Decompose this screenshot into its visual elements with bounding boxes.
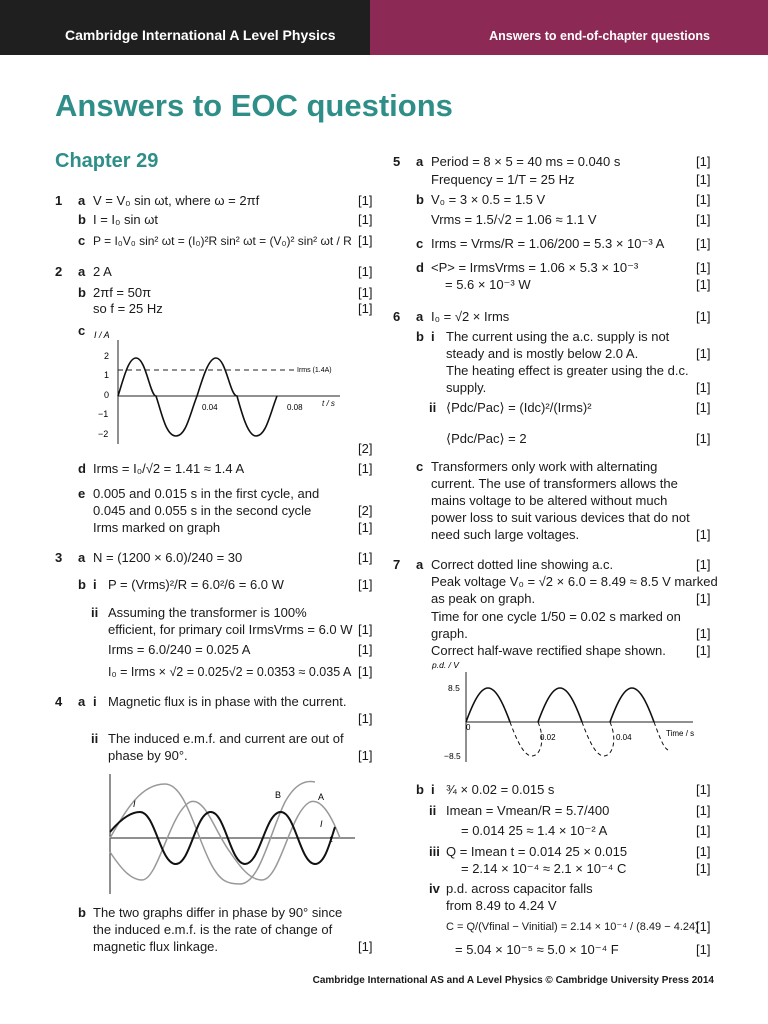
q5a-line2: Frequency = 1/T = 25 Hz xyxy=(431,172,575,187)
q6bi-line3: The heating effect is greater using the d.c. xyxy=(446,363,689,378)
q6bii-label: ii xyxy=(429,400,437,415)
q7bi-mark: [1] xyxy=(696,782,711,797)
q7-ytick-m85: −8.5 xyxy=(444,751,461,761)
q5b-line2: Vrms = 1.5/√2 = 1.06 ≈ 1.1 V xyxy=(431,212,597,227)
header-left-bar xyxy=(0,0,370,55)
q7bi-label: i xyxy=(431,782,435,797)
q6a-mark: [1] xyxy=(696,309,711,324)
q4ai-mark: [1] xyxy=(358,711,373,726)
q6bii-line2: ⟨Pdc/Pac⟩ = 2 xyxy=(446,431,527,446)
q6c-line5: need such large voltages. xyxy=(431,527,580,542)
q7biv-line1: p.d. across capacitor falls xyxy=(446,881,593,896)
q5d-mark1: [1] xyxy=(696,260,711,275)
q3b-label: b xyxy=(78,577,86,592)
q7-rectified-curve xyxy=(466,688,654,722)
q2e-mark1: [2] xyxy=(358,503,373,518)
q3a-answer: N = (1200 × 6.0)/240 = 30 xyxy=(93,550,243,565)
q5b-mark1: [1] xyxy=(696,192,711,207)
q1a-mark: [1] xyxy=(358,193,373,208)
q7a-line2: Peak voltage V₀ = √2 × 6.0 = 8.49 ≈ 8.5 V marked xyxy=(431,574,718,589)
q4-label-t: t xyxy=(330,834,333,844)
q2e-label: e xyxy=(78,486,86,501)
q6-number: 6 xyxy=(393,309,401,324)
q3bii-mark2: [1] xyxy=(358,642,373,657)
q7biv-label: iv xyxy=(429,881,440,896)
q5a-mark1: [1] xyxy=(696,154,711,169)
q2a-answer: 2 A xyxy=(93,264,112,279)
q2-y-axis-label: I / A xyxy=(94,330,110,340)
q5c-answer: Irms = Vrms/R = 1.06/200 = 5.3 × 10⁻³ A xyxy=(431,236,665,251)
q3bii-line2: efficient, for primary coil IrmsVrms = 6.0 W xyxy=(108,622,353,637)
q1b-label: b xyxy=(78,212,86,227)
q3a-mark: [1] xyxy=(358,550,373,565)
q4aii-mark: [1] xyxy=(358,748,373,763)
q7biv-mark2: [1] xyxy=(696,942,711,957)
q2b-mark2: [1] xyxy=(358,301,373,316)
q6c-label: c xyxy=(416,459,424,474)
q6bii-mark2: [1] xyxy=(696,431,711,446)
q1c-mark: [1] xyxy=(358,233,373,248)
q7biv-line4: = 5.04 × 10⁻⁵ ≈ 5.0 × 10⁻⁴ F xyxy=(455,942,619,957)
q5d-line2: = 5.6 × 10⁻³ W xyxy=(445,277,531,292)
q1c-answer: P = I₀V₀ sin² ωt = (I₀)²R sin² ωt = (V₀)² sin² ωt / R xyxy=(93,234,352,248)
q2a-mark: [1] xyxy=(358,264,373,279)
q6c-line3: mains voltage to be altered without much xyxy=(431,493,668,508)
header-right-bar xyxy=(370,0,768,55)
q7biv-line3: C = Q/(Vfinal − Vinitial) = 2.14 × 10⁻⁴ / (8.49 − 4.24) xyxy=(446,921,699,933)
q7biii-mark1: [1] xyxy=(696,844,711,859)
q4ai-answer: Magnetic flux is in phase with the current. xyxy=(108,694,347,709)
q6bi-mark1: [1] xyxy=(696,346,711,361)
q2b-line2: so f = 25 Hz xyxy=(93,301,163,316)
q7a-mark3: [1] xyxy=(696,626,711,641)
q7biii-line2: = 2.14 × 10⁻⁴ ≈ 2.1 × 10⁻⁴ C xyxy=(461,861,627,876)
q4-curve-a xyxy=(110,782,315,884)
q7-ytick-85: 8.5 xyxy=(448,683,460,693)
q4-label-i2: I xyxy=(320,819,323,829)
q4aii-line2: phase by 90°. xyxy=(108,748,188,763)
q1c-label: c xyxy=(78,233,86,248)
q2-ytick-0: 0 xyxy=(104,390,110,400)
q4-flux-emf-graph xyxy=(100,772,360,897)
q4aii-label: ii xyxy=(91,731,99,746)
q4-label-a: A xyxy=(318,792,325,802)
q4b-line3: magnetic flux linkage. xyxy=(93,939,219,954)
q4-label-i1: I xyxy=(133,799,136,809)
q7a-rectified-graph xyxy=(428,658,703,766)
q6c-mark: [1] xyxy=(696,527,711,542)
book-title: Cambridge International A Level Physics xyxy=(65,27,336,43)
q5c-mark: [1] xyxy=(696,236,711,251)
q6bi-line1: The current using the a.c. supply is not xyxy=(446,329,670,344)
q7-y-axis-label: p.d. / V xyxy=(432,660,459,670)
q5b-label: b xyxy=(416,192,424,207)
q6bii-line1: ⟨Pdc/Pac⟩ = (Idc)²/(Irms)² xyxy=(446,400,592,415)
q7a-line3: as peak on graph. xyxy=(431,591,536,606)
q7a-line4: Time for one cycle 1/50 = 0.02 s marked on xyxy=(431,609,681,624)
q6c-line2: current. The use of transformers allows the xyxy=(431,476,678,491)
q3bii-mark3: [1] xyxy=(358,664,373,679)
q2e-mark2: [1] xyxy=(358,520,373,535)
q5c-label: c xyxy=(416,236,424,251)
q2-ytick-m2: −2 xyxy=(98,429,109,439)
q7bi-answer: ¾ × 0.02 = 0.015 s xyxy=(446,782,555,797)
q4b-line2: the induced e.m.f. is the rate of change of xyxy=(93,922,333,937)
q7-ac-dotted-curve xyxy=(510,722,668,756)
q6bi-line4: supply. xyxy=(446,380,487,395)
q2e-line3: Irms marked on graph xyxy=(93,520,221,535)
q7bii-label: ii xyxy=(429,803,437,818)
q2c-label: c xyxy=(78,323,86,338)
q2-irms-label: Irms (1.4A) xyxy=(297,367,332,374)
q2-ytick-1: 1 xyxy=(104,370,110,380)
q3bii-mark1: [1] xyxy=(358,622,373,637)
q2d-mark: [1] xyxy=(358,461,373,476)
q2d-answer: Irms = I₀/√2 = 1.41 ≈ 1.4 A xyxy=(93,461,245,476)
q3bi-answer: P = (Vrms)²/R = 6.0²/6 = 6.0 W xyxy=(108,577,284,592)
q6c-line1: Transformers only work with alternating xyxy=(431,459,658,474)
q6bi-line2: steady and is mostly below 2.0 A. xyxy=(446,346,639,361)
q2e-line1: 0.005 and 0.015 s in the first cycle, and xyxy=(93,486,320,501)
q4-number: 4 xyxy=(55,694,63,709)
q5b-line1: V₀ = 3 × 0.5 = 1.5 V xyxy=(431,192,546,207)
q2-ytick-2: 2 xyxy=(104,351,110,361)
q7-ytick-0: 0 xyxy=(466,723,471,732)
q1a-answer: V = V₀ sin ωt, where ω = 2πf xyxy=(93,193,260,208)
q6bi-label: i xyxy=(431,329,435,344)
q3-number: 3 xyxy=(55,550,63,565)
q4b-line1: The two graphs differ in phase by 90° since xyxy=(93,905,343,920)
q5a-mark2: [1] xyxy=(696,172,711,187)
q4aii-line1: The induced e.m.f. and current are out of xyxy=(108,731,344,746)
q7bii-mark2: [1] xyxy=(696,823,711,838)
q2b-line1: 2πf = 50π xyxy=(93,285,152,300)
q7-xtick-002: 0.02 xyxy=(540,733,556,742)
q2-ytick-m1: −1 xyxy=(98,409,109,419)
section-title: Answers to end-of-chapter questions xyxy=(489,29,710,43)
q6a-label: a xyxy=(416,309,424,324)
q1b-answer: I = I₀ sin ωt xyxy=(93,212,159,227)
page-title: Answers to EOC questions xyxy=(55,88,453,123)
q2-xtick-004: 0.04 xyxy=(202,403,218,412)
q7biv-line2: from 8.49 to 4.24 V xyxy=(446,898,557,913)
q2c-mark: [2] xyxy=(358,441,373,456)
q7biii-label: iii xyxy=(429,844,440,859)
footer-copyright: Cambridge International AS and A Level Physics © Cambridge University Press 2014 xyxy=(312,975,714,986)
q2e-line2: 0.045 and 0.055 s in the second cycle xyxy=(93,503,312,518)
q7-x-axis-label: Time / s xyxy=(666,729,695,738)
q7biii-mark2: [1] xyxy=(696,861,711,876)
q2d-label: d xyxy=(78,461,86,476)
q6a-answer: I₀ = √2 × Irms xyxy=(431,309,510,324)
q7bii-mark1: [1] xyxy=(696,803,711,818)
q7-number: 7 xyxy=(393,557,401,572)
q3bi-mark: [1] xyxy=(358,577,373,592)
q2-xtick-008: 0.08 xyxy=(287,403,303,412)
q4b-mark: [1] xyxy=(358,939,373,954)
q5d-label: d xyxy=(416,260,424,275)
q2-number: 2 xyxy=(55,264,63,279)
q7a-mark1: [1] xyxy=(696,557,711,572)
q3bii-line1: Assuming the transformer is 100% xyxy=(108,605,307,620)
q2b-mark1: [1] xyxy=(358,285,373,300)
q7-xtick-004: 0.04 xyxy=(616,733,632,742)
q2a-label: a xyxy=(78,264,86,279)
q1-number: 1 xyxy=(55,193,63,208)
q6bii-mark1: [1] xyxy=(696,400,711,415)
q2c-current-graph xyxy=(90,326,350,446)
q3bii-line4: I₀ = Irms × √2 = 0.025√2 = 0.0353 ≈ 0.035 A xyxy=(108,665,352,679)
q4ai-label: i xyxy=(93,694,97,709)
q7a-line1: Correct dotted line showing a.c. xyxy=(431,557,614,572)
q7a-mark2: [1] xyxy=(696,591,711,606)
q2-x-axis-label: t / s xyxy=(322,399,335,408)
q5d-line1: <P> = IrmsVrms = 1.06 × 5.3 × 10⁻³ xyxy=(431,260,639,275)
q5d-mark2: [1] xyxy=(696,277,711,292)
q7a-line5: graph. xyxy=(431,626,468,641)
q6b-label: b xyxy=(416,329,424,344)
q7bii-line1: Imean = Vmean/R = 5.7/400 xyxy=(446,803,610,818)
q7biv-mark1: [1] xyxy=(696,919,711,934)
q3bii-label: ii xyxy=(91,605,99,620)
q6bi-mark2: [1] xyxy=(696,380,711,395)
q4a-label: a xyxy=(78,694,86,709)
q7a-line6: Correct half-wave rectified shape shown. xyxy=(431,643,666,658)
q3bii-line3: Irms = 6.0/240 = 0.025 A xyxy=(108,642,251,657)
q3bi-label: i xyxy=(93,577,97,592)
q1a-label: a xyxy=(78,193,86,208)
q4b-label: b xyxy=(78,905,86,920)
q1b-mark: [1] xyxy=(358,212,373,227)
q7bii-line2: = 0.014 25 ≈ 1.4 × 10⁻² A xyxy=(461,823,608,838)
q5a-label: a xyxy=(416,154,424,169)
q5a-line1: Period = 8 × 5 = 40 ms = 0.040 s xyxy=(431,154,621,169)
q7a-mark4: [1] xyxy=(696,643,711,658)
q4-label-b: B xyxy=(275,790,282,800)
q2b-label: b xyxy=(78,285,86,300)
q6c-line4: power loss to suit various devices that do not xyxy=(431,510,690,525)
q3a-label: a xyxy=(78,550,86,565)
q5-number: 5 xyxy=(393,154,401,169)
q7biii-line1: Q = Imean t = 0.014 25 × 0.015 xyxy=(446,844,628,859)
chapter-heading: Chapter 29 xyxy=(55,150,159,172)
q7b-label: b xyxy=(416,782,424,797)
q5b-mark2: [1] xyxy=(696,212,711,227)
q7a-label: a xyxy=(416,557,424,572)
